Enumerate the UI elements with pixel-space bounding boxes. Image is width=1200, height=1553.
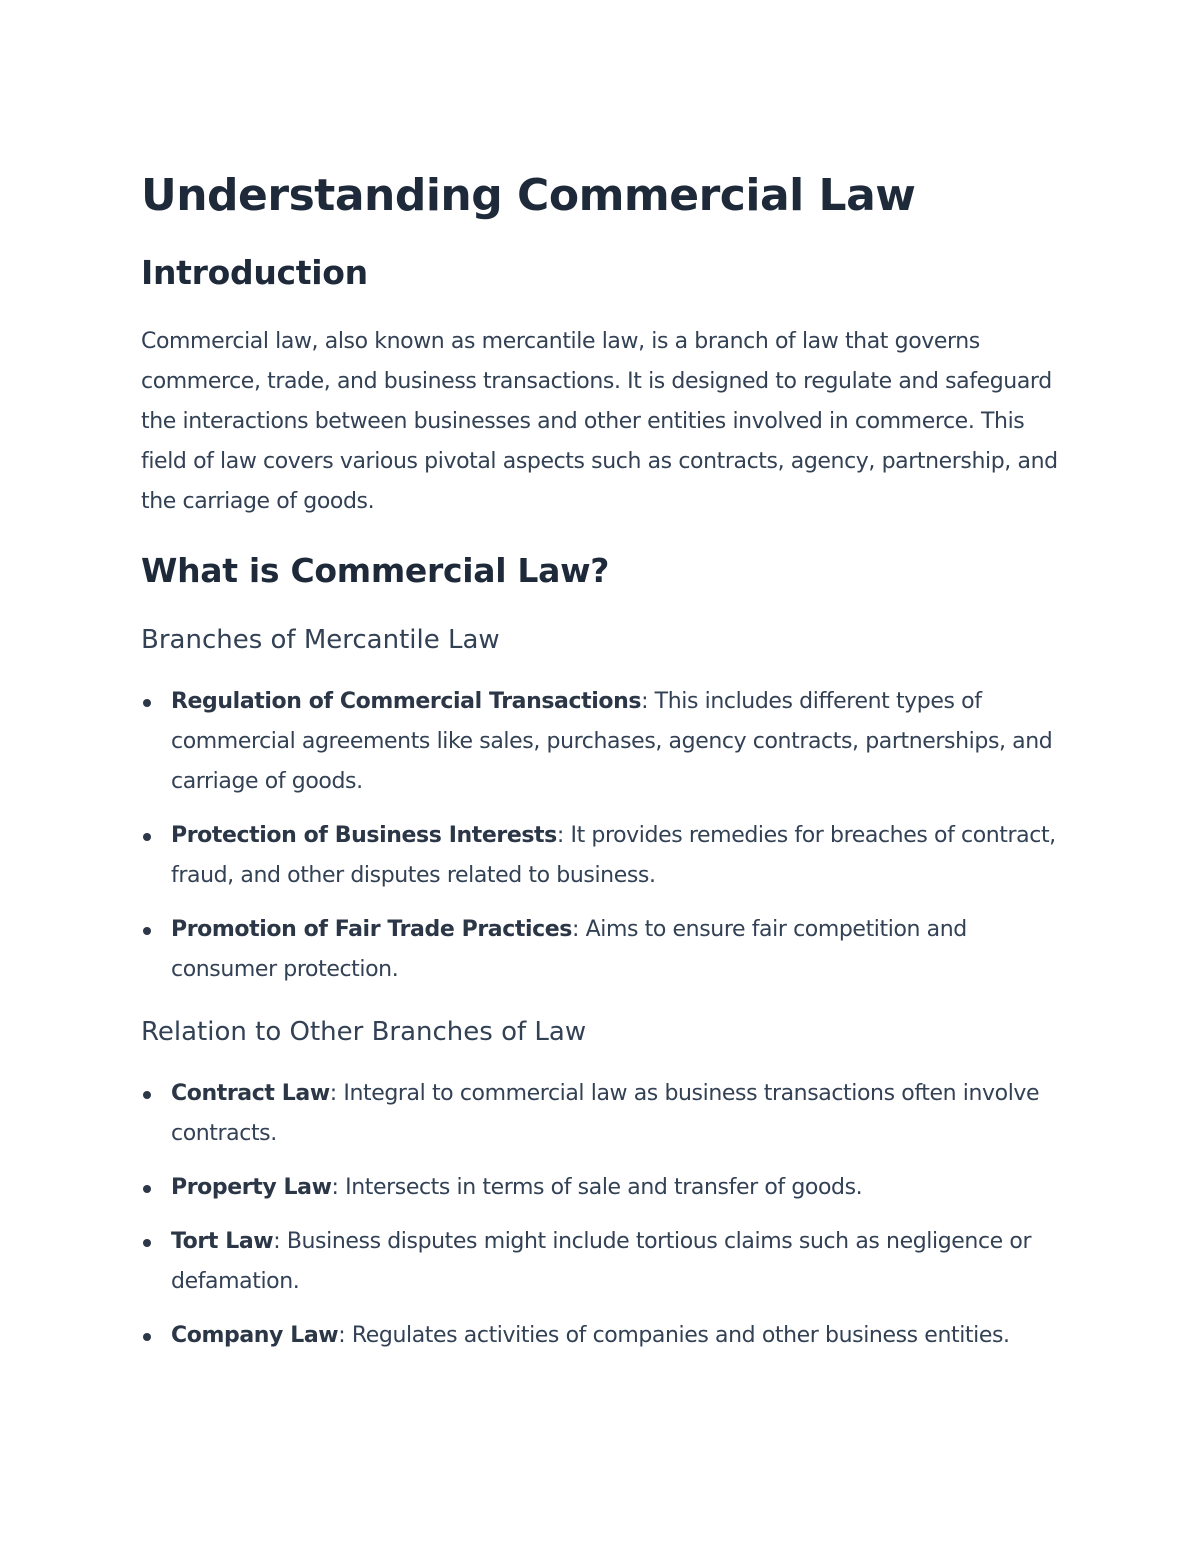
list-item-term: Company Law <box>171 1323 339 1348</box>
branches-heading: Branches of Mercantile Law <box>141 625 500 655</box>
what-is-commercial-law-heading: What is Commercial Law? <box>141 551 610 590</box>
list-item-text: : This includes different types of commercial agreements like sales, purchases, agency contracts, partnerships, and carriage of goods. <box>171 689 1053 794</box>
relation-heading: Relation to Other Branches of Law <box>141 1017 587 1047</box>
bullet-icon <box>143 1091 151 1099</box>
list-item <box>141 1316 1066 1356</box>
list-item-text: : It provides remedies for breaches of contract, fraud, and other disputes related to business. <box>171 823 1056 888</box>
bullet-icon <box>143 833 151 841</box>
list-item-term: Regulation of Commercial Transactions <box>171 689 642 714</box>
document-title: Understanding Commercial Law <box>141 170 916 221</box>
list-item-term: Property Law <box>171 1175 332 1200</box>
list-item <box>141 910 1066 990</box>
branches-list <box>141 682 1066 990</box>
introduction-heading: Introduction <box>141 253 368 292</box>
list-item <box>141 1074 1066 1154</box>
list-item-term: Promotion of Fair Trade Practices <box>171 917 572 942</box>
bullet-icon <box>143 1333 151 1341</box>
list-item-text: : Aims to ensure fair competition and consumer protection. <box>171 917 967 982</box>
relation-list <box>141 1074 1066 1356</box>
list-item-term: Tort Law <box>171 1229 274 1254</box>
list-item-text: : Business disputes might include tortious claims such as negligence or defamation. <box>171 1229 1032 1294</box>
list-item-text: : Intersects in terms of sale and transfer of goods. <box>331 1175 863 1200</box>
list-item-text: : Integral to commercial law as business transactions often involve contracts. <box>171 1081 1040 1146</box>
list-item <box>141 682 1066 802</box>
list-item <box>141 816 1066 896</box>
bullet-icon <box>143 1185 151 1193</box>
document-body <box>141 160 1066 1370</box>
bullet-icon <box>143 1239 151 1247</box>
list-item <box>141 1222 1066 1302</box>
list-item <box>141 1168 1066 1208</box>
list-item-term: Contract Law <box>171 1081 330 1106</box>
introduction-paragraph: Commercial law, also known as mercantile law, is a branch of law that governs commerce, trade, and business transactions. It is designed to regulate and safeguard the interactions between businesses and other entities involved in commerce. This field of law covers various pivotal aspects such as contracts, agency, partnership, and the carriage of goods. <box>141 329 1058 514</box>
bullet-icon <box>143 699 151 707</box>
list-item-term: Protection of Business Interests <box>171 823 557 848</box>
bullet-icon <box>143 927 151 935</box>
list-item-text: : Regulates activities of companies and other business entities. <box>338 1323 1010 1348</box>
